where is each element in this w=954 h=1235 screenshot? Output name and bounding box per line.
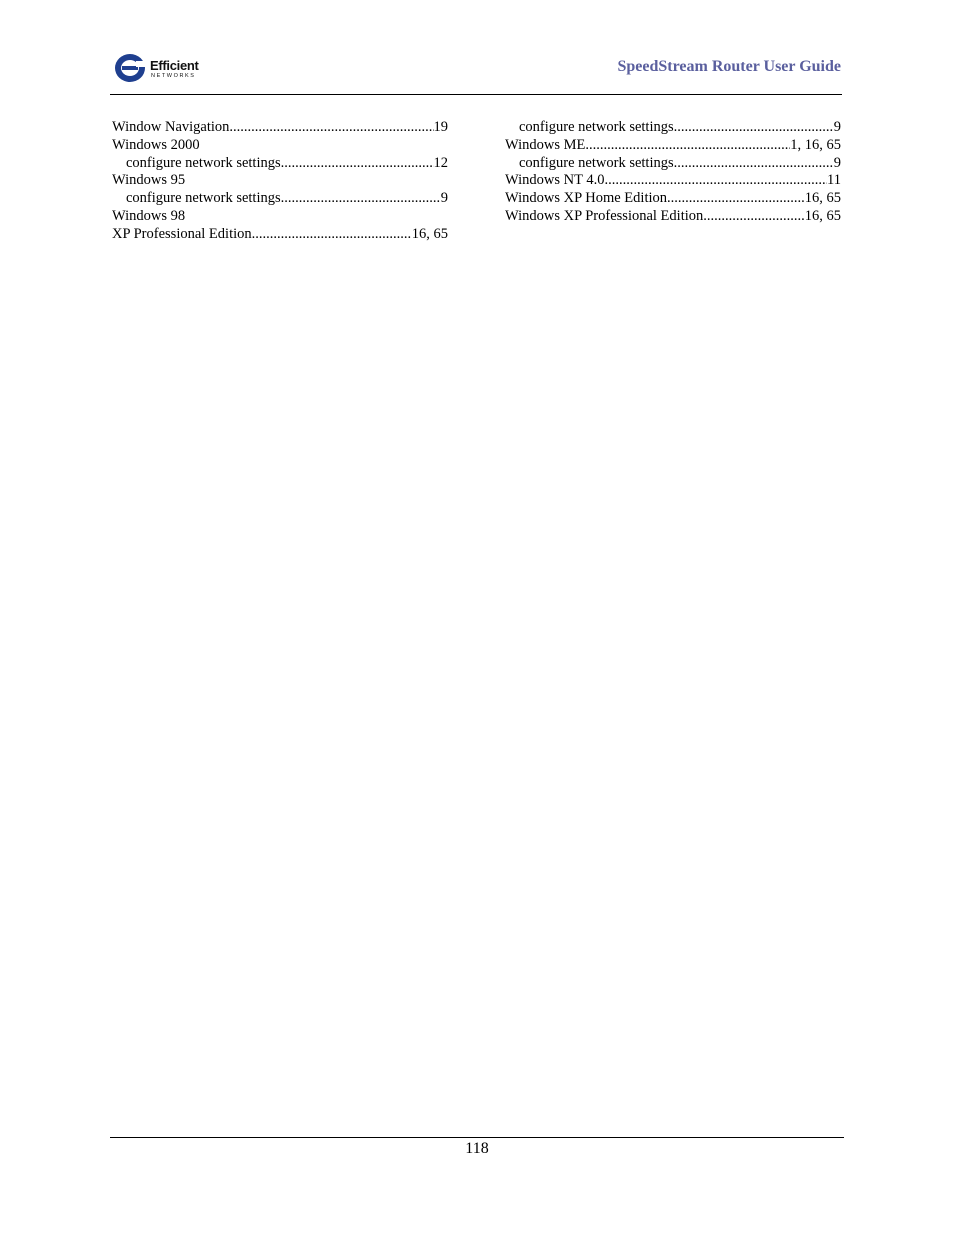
- index-page-numbers: 9: [833, 119, 841, 135]
- footer-divider: [110, 1137, 844, 1138]
- index-term: configure network settings: [519, 119, 674, 135]
- index-term: configure network settings: [126, 154, 281, 171]
- document-title: SpeedStream Router User Guide: [617, 58, 841, 75]
- index-subentry: [505, 119, 841, 137]
- dot-leader: [674, 119, 834, 137]
- logo-wordmark: Efficient: [150, 58, 199, 73]
- dot-leader: [674, 155, 834, 173]
- dot-leader: [229, 119, 433, 137]
- index-page-numbers: 9: [440, 190, 448, 207]
- dot-leader: [252, 226, 412, 244]
- index-page-numbers: 9: [833, 154, 841, 171]
- index-term: configure network settings: [126, 190, 281, 207]
- index-entry: [505, 190, 841, 208]
- index-term: Windows NT 4.0: [505, 172, 605, 189]
- index-page-numbers: 16, 65: [804, 190, 841, 207]
- index-subentry: [112, 190, 448, 208]
- index-entry: [112, 208, 448, 226]
- index-term: XP Professional Edition: [112, 225, 252, 242]
- index-entry: [112, 137, 448, 155]
- index-term: Windows XP Professional Edition: [505, 207, 704, 224]
- index-term: Windows XP Home Edition: [505, 190, 667, 207]
- index-page-numbers: 16, 65: [804, 207, 841, 224]
- index-entry: [505, 208, 841, 226]
- index-column-left: [112, 119, 448, 244]
- logo-e-icon: [114, 52, 148, 84]
- dot-leader: [281, 155, 434, 173]
- dot-leader: [667, 190, 805, 208]
- efficient-networks-logo: [114, 52, 224, 84]
- dot-leader: [585, 137, 790, 155]
- index-page-numbers: 11: [827, 172, 841, 189]
- index-term: Windows 98: [112, 207, 186, 224]
- dot-leader: [703, 208, 805, 226]
- index-page-numbers: 19: [433, 119, 448, 135]
- dot-leader: [281, 190, 441, 208]
- index-entry: [112, 172, 448, 190]
- index-entry: [112, 226, 448, 244]
- index-page-numbers: 1, 16, 65: [790, 136, 841, 153]
- index-term: Windows 95: [112, 172, 186, 189]
- index-page-numbers: 16, 65: [411, 225, 448, 242]
- index-term: Windows ME: [505, 136, 586, 153]
- logo-subtext: NETWORKS: [151, 73, 196, 79]
- index-term: configure network settings: [519, 154, 674, 171]
- index-term: Window Navigation: [112, 119, 230, 135]
- index-entry: [112, 119, 448, 137]
- index-entry: [505, 137, 841, 155]
- dot-leader: [604, 172, 827, 190]
- index-term: Windows 2000: [112, 136, 200, 153]
- index-page-numbers: 12: [433, 154, 448, 171]
- header-divider: [110, 94, 842, 95]
- page-number: 118: [465, 1140, 489, 1157]
- index-column-right: [505, 119, 841, 226]
- index-subentry: [505, 155, 841, 173]
- index-entry: [505, 172, 841, 190]
- index-subentry: [112, 155, 448, 173]
